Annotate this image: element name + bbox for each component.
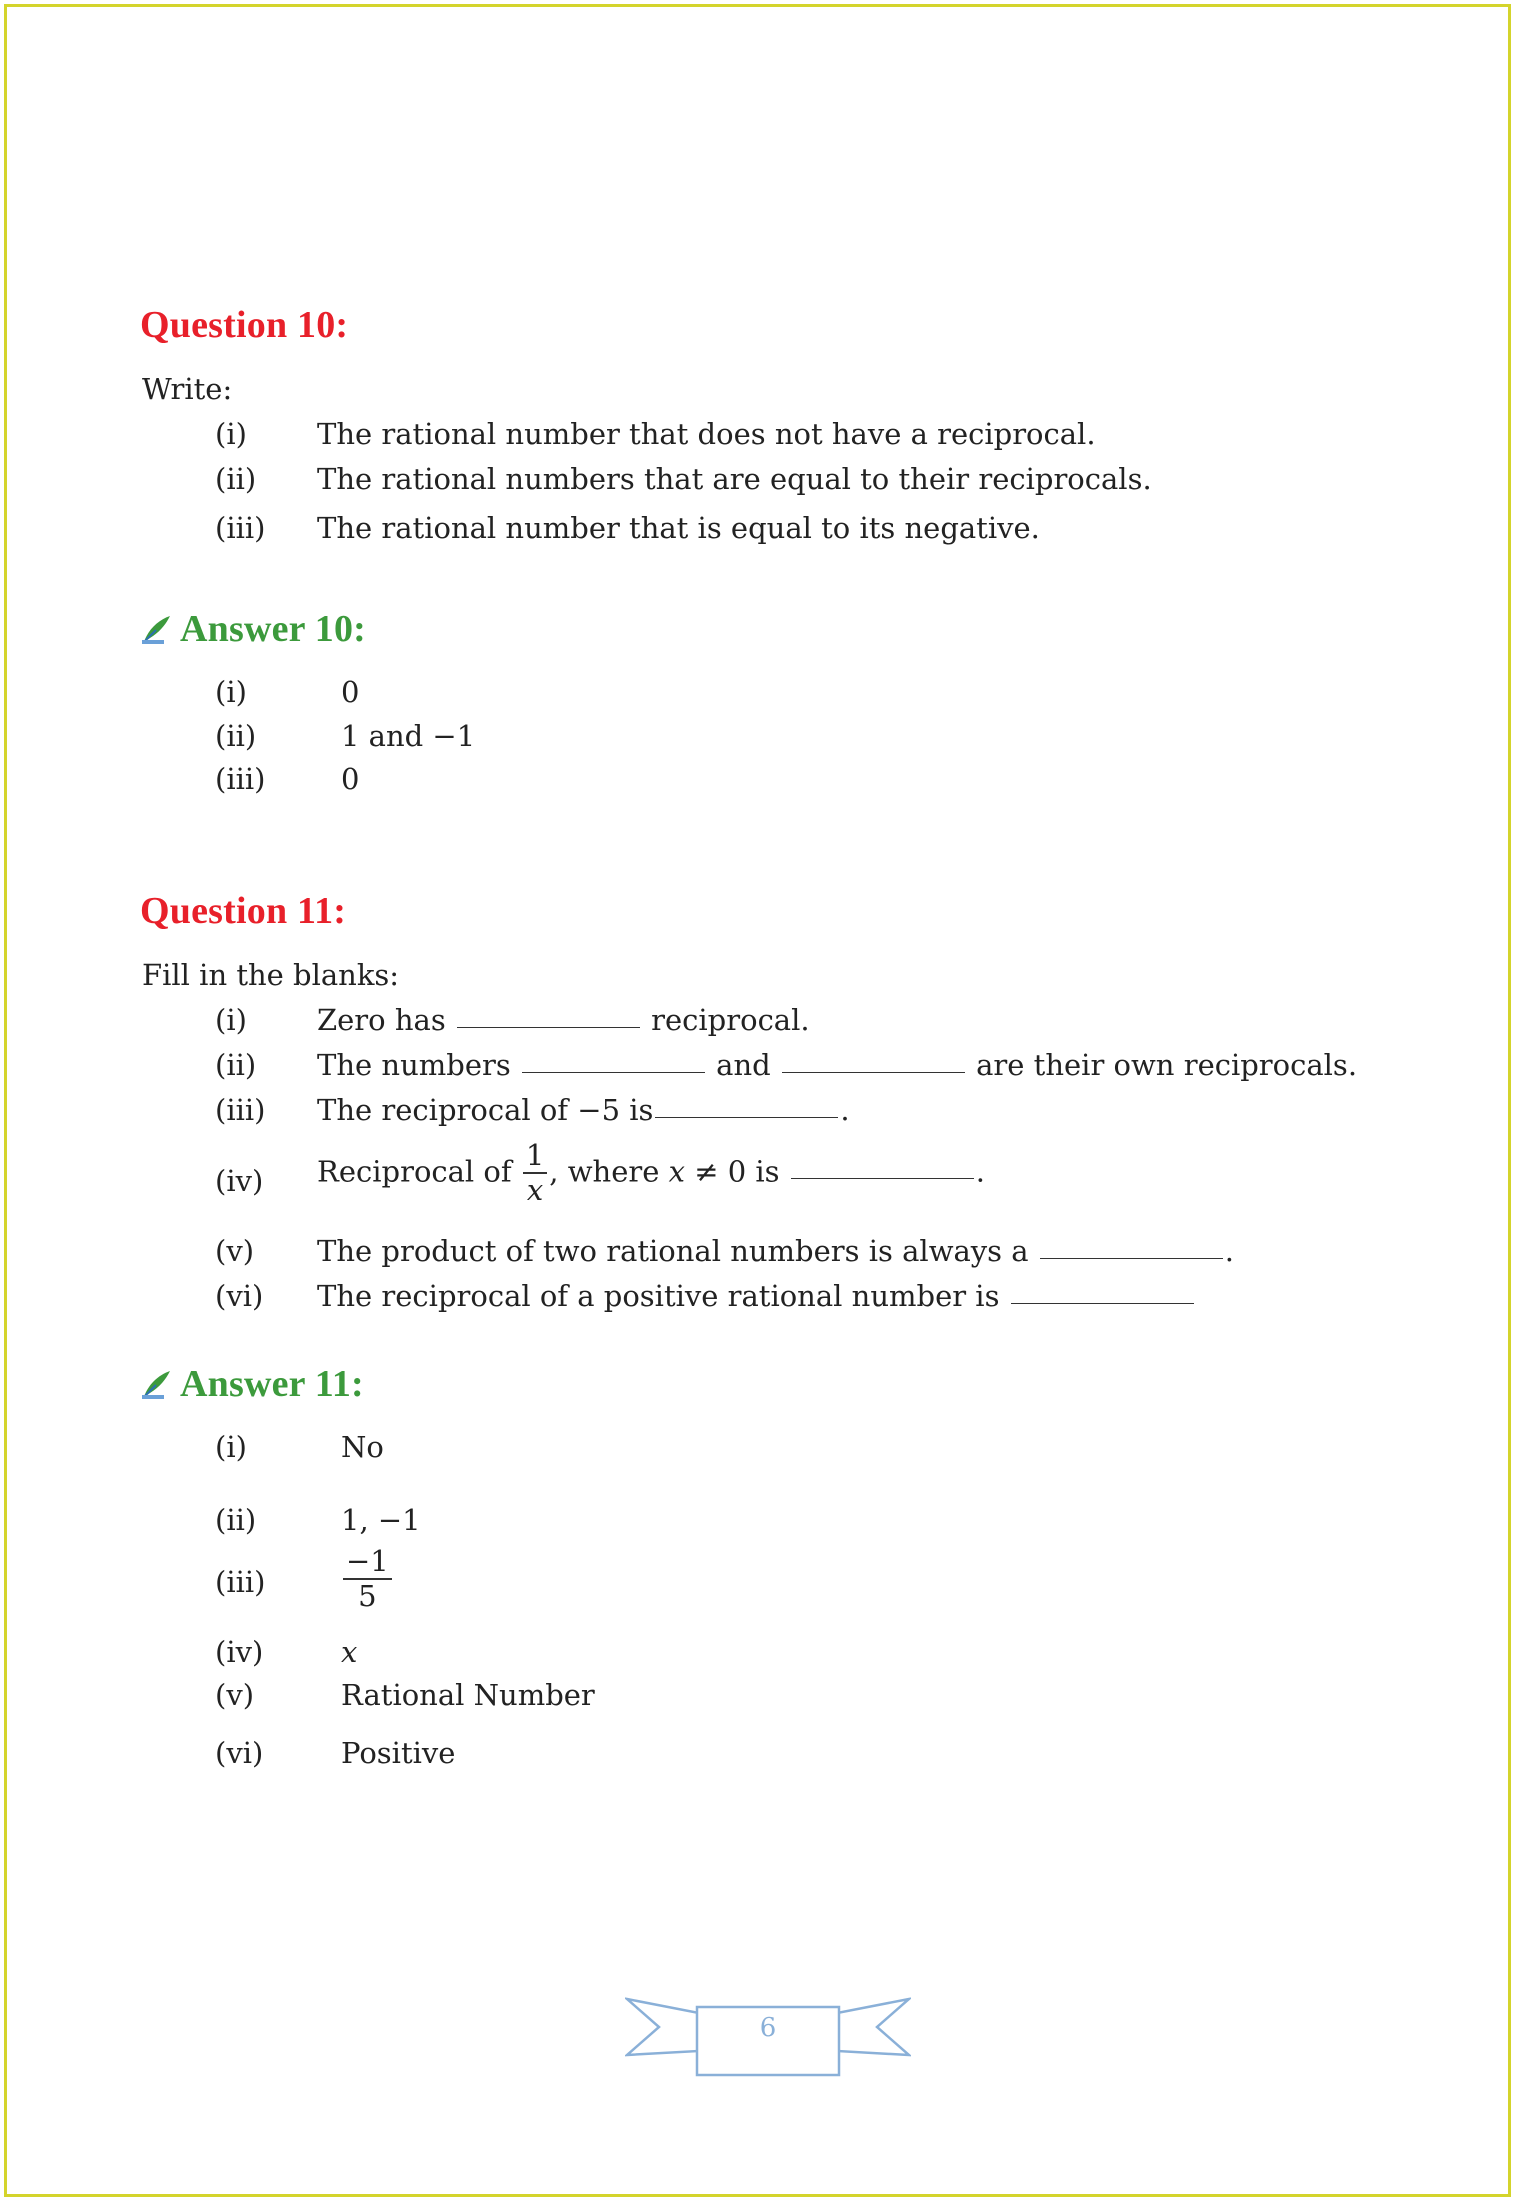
- answer-10-heading: [140, 607, 366, 651]
- answer-blank: [1011, 1302, 1194, 1304]
- item-answer: Rational Number: [341, 1678, 595, 1712]
- text-before-blank: The reciprocal of −5 is: [317, 1093, 654, 1127]
- text-before-blank: Zero has: [317, 1003, 446, 1037]
- item-number: (ii): [215, 1048, 257, 1082]
- text-after-blank: .: [1224, 1234, 1235, 1268]
- item-text: The rational number that is equal to its negative.: [317, 511, 1040, 545]
- item-text: [317, 1279, 1196, 1313]
- item-number: (vi): [215, 1736, 264, 1770]
- answer-blank: [791, 1177, 974, 1179]
- item-text: [317, 1139, 985, 1208]
- item-number: (iv): [215, 1635, 264, 1669]
- item-answer: No: [341, 1430, 384, 1464]
- item-text: [317, 1093, 850, 1127]
- text-before-blank: The reciprocal of a positive rational number is: [317, 1279, 1000, 1313]
- item-number: (v): [215, 1678, 255, 1712]
- text-after-blank: are their own reciprocals.: [976, 1048, 1358, 1082]
- item-text: The rational numbers that are equal to their reciprocals.: [317, 462, 1152, 496]
- item-answer: Positive: [341, 1736, 456, 1770]
- condition-variable: x: [668, 1154, 685, 1189]
- item-number: (i): [215, 1003, 247, 1037]
- item-text: [317, 1234, 1234, 1268]
- item-text: [317, 1048, 1357, 1082]
- item-answer: [341, 1545, 394, 1614]
- answer-10-title: Answer 10:: [180, 608, 367, 650]
- answer-11-title: Answer 11:: [180, 1363, 364, 1405]
- fraction-numerator: 1: [523, 1139, 547, 1174]
- item-answer: x: [341, 1635, 358, 1669]
- quill-icon: [140, 612, 174, 646]
- item-number: (ii): [215, 1503, 257, 1537]
- item-answer: 1, −1: [341, 1503, 421, 1537]
- fraction-denominator: 5: [358, 1579, 377, 1614]
- text-after-blank: .: [975, 1154, 985, 1189]
- page-footer: [625, 1995, 911, 2079]
- fraction-numerator: −1: [343, 1545, 392, 1580]
- fraction-one-over-x: [523, 1139, 547, 1208]
- page-number: 6: [759, 2013, 777, 2043]
- item-number: (i): [215, 1430, 247, 1464]
- item-number: (iv): [215, 1164, 264, 1198]
- answer-blank: [457, 1026, 640, 1028]
- answer-blank: [1040, 1257, 1223, 1259]
- condition-text: ≠ 0 is: [694, 1154, 780, 1189]
- answer-blank: [655, 1116, 838, 1118]
- item-number: (iii): [215, 762, 266, 796]
- item-number: (iii): [215, 1093, 266, 1127]
- item-number: (ii): [215, 719, 257, 753]
- page: [4, 4, 1511, 2197]
- item-number: (ii): [215, 462, 257, 496]
- item-answer: 0: [341, 762, 360, 796]
- item-text: [317, 1003, 810, 1037]
- text-between-blanks: and: [716, 1048, 771, 1082]
- quill-icon: [140, 1367, 174, 1401]
- item-answer: 1 and −1: [341, 719, 476, 753]
- text-after-blank: reciprocal.: [651, 1003, 810, 1037]
- answer-11-heading: [140, 1362, 364, 1406]
- item-number: (i): [215, 417, 247, 451]
- item-number: (vi): [215, 1279, 264, 1313]
- text-before-fraction: Reciprocal of: [317, 1154, 512, 1189]
- text-before-blank: The numbers: [317, 1048, 511, 1082]
- question-10-intro: Write:: [142, 372, 233, 406]
- item-number: (v): [215, 1234, 255, 1268]
- item-number: (i): [215, 675, 247, 709]
- item-number: (iii): [215, 511, 266, 545]
- answer-blank: [782, 1071, 965, 1073]
- question-11-heading: Question 11:: [140, 890, 347, 932]
- text-before-blank: The product of two rational numbers is always a: [317, 1234, 1029, 1268]
- item-number: (iii): [215, 1565, 266, 1599]
- fraction-denominator: x: [526, 1173, 544, 1208]
- question-11-intro: Fill in the blanks:: [142, 958, 400, 992]
- item-answer: 0: [341, 675, 360, 709]
- answer-blank: [522, 1071, 705, 1073]
- item-text: The rational number that does not have a reciprocal.: [317, 417, 1096, 451]
- text-after-blank: .: [840, 1093, 850, 1127]
- question-10-heading: Question 10:: [140, 304, 349, 346]
- text-where: , where: [549, 1154, 660, 1189]
- fraction-minus-one-over-five: [343, 1545, 392, 1614]
